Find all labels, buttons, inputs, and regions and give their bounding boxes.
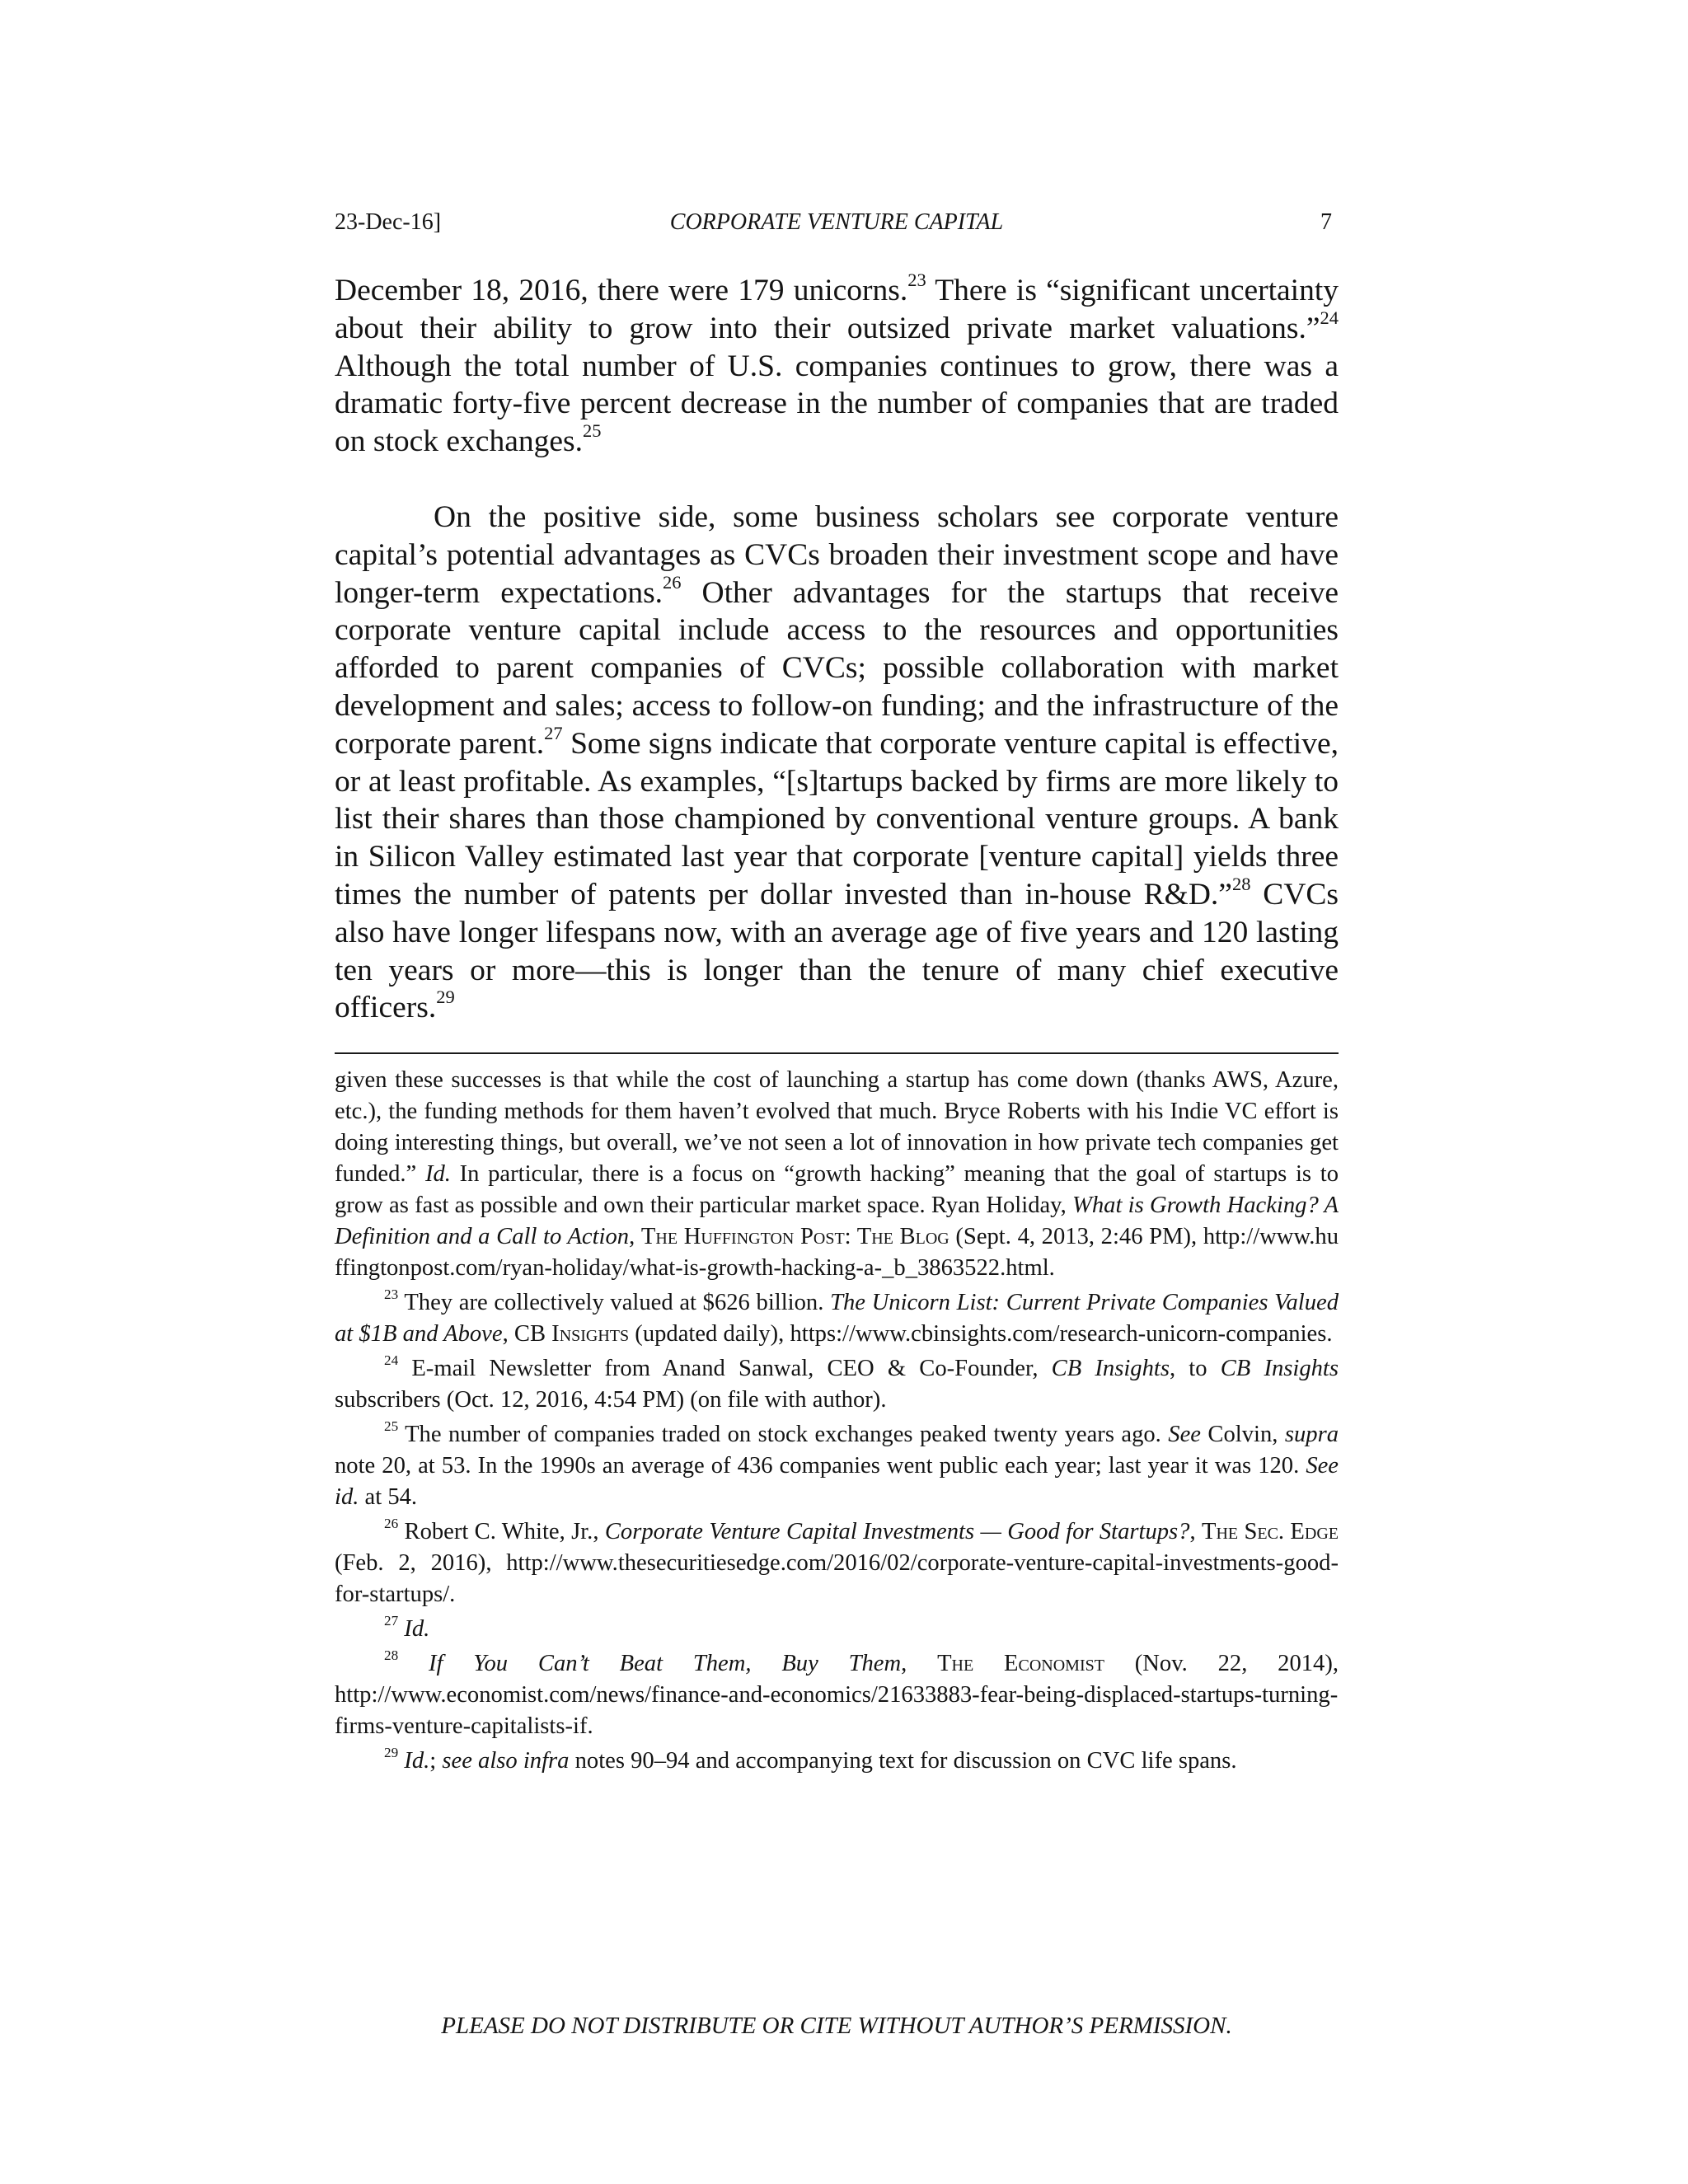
footnote-ref-28[interactable]: 28 [1231, 874, 1251, 895]
text-span: Colvin, [1200, 1422, 1285, 1447]
text-span: On the positive side, some business scholars see corporate venture capital’s potential advantages as CVCs broaden their investment scope and have longer-term expectations. [335, 499, 1339, 610]
publication-name: The Sec. Edge [1201, 1519, 1339, 1544]
footnote-ref-24[interactable]: 24 [1320, 307, 1339, 328]
citation-signal: supra [1284, 1422, 1339, 1447]
text-span: Robert C. White, Jr., [398, 1519, 605, 1544]
footnote-ref-23[interactable]: 23 [907, 269, 926, 291]
publication-name: The Huffington Post: The Blog [640, 1224, 950, 1249]
text-span: ; [429, 1748, 443, 1774]
article-title: The Unicorn List: Current Private Companies Valued at $1B and Above [335, 1290, 1339, 1347]
running-header [335, 206, 1339, 239]
text-span: given these successes is that while the cost of launching a startup has come down (thanks AWS, Azure, etc.), the funding methods for them haven’t evolved that much. Bryce Roberts with his Indie VC effort is doing interesting things, but overall, we’ve not seen a lot of innovation in how private tech companies get funded.” [335, 1067, 1339, 1187]
citation-signal: See id. [335, 1453, 1339, 1510]
footnote-27 [335, 1614, 1339, 1645]
footnote-29 [335, 1746, 1339, 1777]
footnote-ref-25[interactable]: 25 [582, 420, 602, 442]
text-span: , [502, 1321, 514, 1347]
text-span: Some signs indicate that corporate venture capital is effective, or at least profitable. As examples, “[s]tartups backed by firms are more likely to list their shares than those championed by conventional venture groups. A bank in Silicon Valley estimated last year that corporate [venture capital] yields three times the number of patents per dollar invested than in-house R&D.” [335, 726, 1339, 912]
text-span: , [901, 1651, 938, 1676]
citation-signal: See [1168, 1422, 1201, 1447]
page-number: 7 [1320, 209, 1332, 235]
article-title: What is Growth Hacking? A Definition and a Call to Action [335, 1193, 1339, 1249]
text-span: December 18, 2016, there were 179 unicorns. [335, 274, 908, 307]
publication-name: CB Insights [1220, 1356, 1339, 1381]
publication-name: CB Insights [1051, 1356, 1170, 1381]
citation-signal: Id. [424, 1161, 451, 1187]
citation-signal: see also infra [442, 1748, 570, 1774]
text-span: subscribers (Oct. 12, 2016, 4:54 PM) (on file with author). [335, 1387, 887, 1413]
article-title: Corporate Venture Capital Investments — Good for Startups? [604, 1519, 1190, 1544]
footnote-number: 24 [384, 1352, 399, 1368]
text-span: (Sept. 4, 2013, 2:46 PM), [949, 1224, 1203, 1249]
text-span: CVCs also have longer lifespans now, with an average age of five years and 120 lasting ten years or more—this is longer than the tenure of many chief executive officers. [335, 877, 1339, 1025]
text-span: Although the total number of U.S. companies continues to grow, there was a dramatic forty-five percent decrease in the number of companies that are traded on stock exchanges. [335, 349, 1339, 459]
footnote-number: 27 [384, 1612, 399, 1629]
body-text [335, 269, 1339, 1027]
footnote-25 [335, 1419, 1339, 1513]
text-span: There is “significant uncertainty about their ability to grow into their outsized private market valuations.” [335, 274, 1339, 345]
text-span: (Nov. 22, 2014), http://www.economist.com/news/finance-and-economics/21633883-fear-being-displaced-startups-turning-firms-venture-capitalists-if. [335, 1651, 1339, 1739]
header-date: 23-Dec-16] [335, 209, 442, 235]
text-span: , [629, 1224, 641, 1249]
url-link[interactable]: http://www.huffingtonpost.com/ryan-holiday/what-is-growth-hacking-a-_b_3863522.html. [335, 1224, 1339, 1281]
citation-signal: Id. [398, 1748, 430, 1774]
text-span: Other advantages for the startups that receive corporate venture capital include access to the resources and opportunities afforded to parent companies of CVCs; possible collaboration with market development and sales; access to follow-on funding; and the infrastructure of the corporate parent. [335, 575, 1339, 761]
text-span: The number of companies traded on stock exchanges peaked twenty years ago. [398, 1422, 1169, 1447]
text-span: (Feb. 2, 2016), http://www.thesecuritiesedge.com/2016/02/corporate-venture-capital-investments-good-for-startups/. [335, 1550, 1339, 1607]
footnote-23 [335, 1287, 1339, 1350]
article-title: If You Can’t Beat Them, Buy Them [398, 1651, 902, 1676]
text-span: In particular, there is a focus on “growth hacking” meaning that the goal of startups is to grow as fast as possible and own their particular market space. Ryan Holiday, [335, 1161, 1339, 1218]
footnotes [335, 1065, 1339, 1777]
header-title: CORPORATE VENTURE CAPITAL [669, 209, 1004, 235]
footnote-ref-26[interactable]: 26 [663, 571, 682, 593]
paragraph-2 [335, 499, 1339, 1027]
footnote-number: 26 [384, 1515, 399, 1531]
footnote-26 [335, 1516, 1339, 1610]
text-span: notes 90–94 and accompanying text for discussion on CVC life spans. [569, 1748, 1237, 1774]
text-span: , [1189, 1519, 1202, 1544]
text-span: (updated daily), https://www.cbinsights.com/research-unicorn-companies. [629, 1321, 1333, 1347]
text-span: at 54. [359, 1484, 418, 1510]
footnote-number: 28 [384, 1647, 399, 1663]
footnote-ref-29[interactable]: 29 [436, 987, 455, 1008]
text-span: E-mail Newsletter from Anand Sanwal, CEO & Co-Founder, [398, 1356, 1052, 1381]
footnote-ref-27[interactable]: 27 [544, 722, 563, 743]
publication-name: The Economist [937, 1651, 1104, 1676]
footnote-continuation [335, 1065, 1339, 1284]
citation-signal: Id. [398, 1616, 430, 1642]
footnote-24 [335, 1353, 1339, 1416]
paragraph-1 [335, 269, 1339, 461]
text-span: , to [1169, 1356, 1221, 1381]
text-span: note 20, at 53. In the 1990s an average of 436 companies went public each year; last year it was 120. [335, 1453, 1306, 1479]
footnote-separator [335, 1052, 1339, 1054]
footer-notice: PLEASE DO NOT DISTRIBUTE OR CITE WITHOUT AUTHOR’S PERMISSION. [441, 2013, 1232, 2039]
publication-name: CB Insights [513, 1321, 630, 1347]
footnote-28 [335, 1648, 1339, 1742]
footnote-number: 25 [384, 1418, 399, 1434]
text-span: They are collectively valued at $626 billion. [398, 1290, 831, 1315]
footnote-number: 29 [384, 1744, 399, 1760]
footnote-number: 23 [384, 1286, 399, 1302]
